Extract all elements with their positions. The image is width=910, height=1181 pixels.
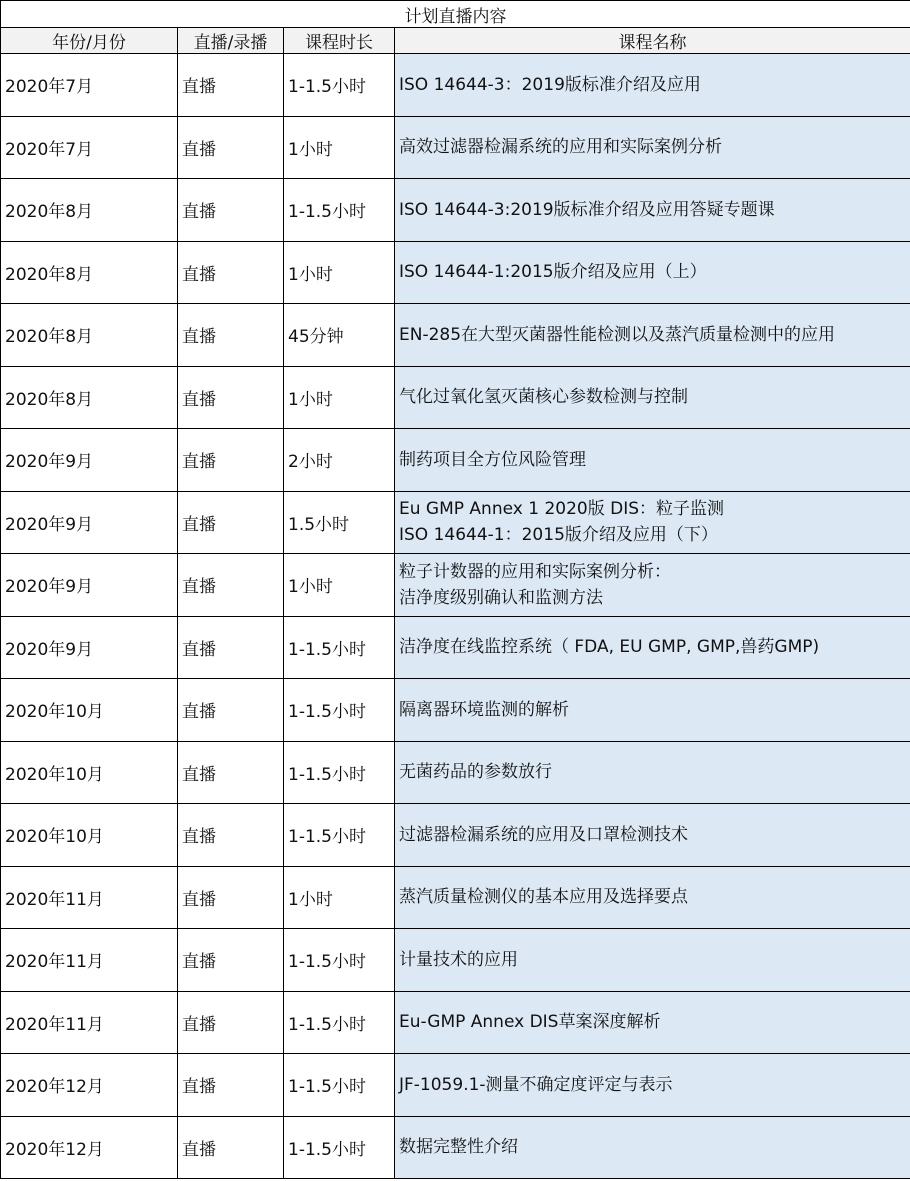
course-name-line: JF-1059.1-测量不确定度评定与表示: [399, 1074, 673, 1095]
course-name-line: 气化过氧化氢灭菌核心参数检测与控制: [399, 387, 688, 408]
duration-cell: 1-1.5小时: [284, 1054, 395, 1117]
type-cell: 直播: [178, 554, 284, 617]
type-cell: 直播: [178, 429, 284, 492]
date-cell: 2020年10月: [1, 741, 178, 804]
course-name-cell: [395, 866, 910, 929]
type-cell: 直播: [178, 54, 284, 117]
course-name-line: 洁净度在线监控系统（ FDA, EU GMP, GMP,兽药GMP): [399, 637, 820, 658]
duration-cell: 1小时: [284, 554, 395, 617]
duration-cell: 1小时: [284, 866, 395, 929]
course-name-cell: [395, 366, 910, 429]
table-row: [1, 366, 910, 429]
type-cell: 直播: [178, 616, 284, 679]
type-cell: 直播: [178, 304, 284, 367]
type-cell: 直播: [178, 1116, 284, 1179]
type-cell: 直播: [178, 1054, 284, 1117]
course-name-line: Eu-GMP Annex DIS草案深度解析: [399, 1012, 661, 1033]
course-name-line: ISO 14644-3:2019版标准介绍及应用答疑专题课: [399, 199, 775, 220]
header-course-name: 课程名称: [395, 28, 910, 54]
course-name-line: ISO 14644-1:2015版介绍及应用（上）: [399, 262, 707, 283]
duration-cell: 1小时: [284, 366, 395, 429]
course-name-line: 无菌药品的参数放行: [399, 762, 552, 783]
date-cell: 2020年9月: [1, 616, 178, 679]
table-row: [1, 866, 910, 929]
date-cell: 2020年7月: [1, 116, 178, 179]
type-cell: 直播: [178, 804, 284, 867]
table-body: [1, 54, 910, 1179]
type-cell: 直播: [178, 991, 284, 1054]
course-name-line: ISO 14644-3：2019版标准介绍及应用: [399, 74, 701, 95]
title-row: [1, 1, 910, 28]
table-row: [1, 429, 910, 492]
course-name-cell: [395, 179, 910, 242]
course-name-line: EN-285在大型灭菌器性能检测以及蒸汽质量检测中的应用: [399, 324, 836, 345]
table-row: [1, 1116, 910, 1179]
type-cell: 直播: [178, 241, 284, 304]
course-name-cell: [395, 491, 910, 554]
course-name-line: 数据完整性介绍: [399, 1137, 518, 1158]
course-name-line: 隔离器环境监测的解析: [399, 699, 569, 720]
date-cell: 2020年10月: [1, 804, 178, 867]
course-name-cell: [395, 616, 910, 679]
header-type: 直播/录播: [178, 28, 284, 54]
course-name-line: ISO 14644-1：2015版介绍及应用（下）: [399, 525, 718, 546]
course-name-cell: [395, 929, 910, 992]
table-row: [1, 929, 910, 992]
header-date: 年份/月份: [1, 28, 178, 54]
course-name-line: Eu GMP Annex 1 2020版 DIS：粒子监测: [399, 499, 725, 520]
type-cell: 直播: [178, 116, 284, 179]
date-cell: 2020年8月: [1, 366, 178, 429]
type-cell: 直播: [178, 366, 284, 429]
table-row: [1, 554, 910, 617]
date-cell: 2020年10月: [1, 679, 178, 742]
duration-cell: 1-1.5小时: [284, 804, 395, 867]
type-cell: 直播: [178, 929, 284, 992]
course-name-cell: [395, 1116, 910, 1179]
type-cell: 直播: [178, 491, 284, 554]
date-cell: 2020年11月: [1, 991, 178, 1054]
course-name-cell: [395, 116, 910, 179]
course-name-line: 计量技术的应用: [399, 949, 518, 970]
type-cell: 直播: [178, 179, 284, 242]
date-cell: 2020年8月: [1, 241, 178, 304]
duration-cell: 1小时: [284, 241, 395, 304]
table-row: [1, 804, 910, 867]
duration-cell: 1.5小时: [284, 491, 395, 554]
table-row: [1, 304, 910, 367]
duration-cell: 1-1.5小时: [284, 616, 395, 679]
course-name-line: 高效过滤器检漏系统的应用和实际案例分析: [399, 137, 722, 158]
course-name-cell: [395, 241, 910, 304]
course-name-cell: [395, 54, 910, 117]
course-name-cell: [395, 1054, 910, 1117]
table-row: [1, 54, 910, 117]
duration-cell: 1-1.5小时: [284, 741, 395, 804]
type-cell: 直播: [178, 741, 284, 804]
course-name-cell: [395, 554, 910, 617]
course-name-cell: [395, 679, 910, 742]
course-name-cell: [395, 429, 910, 492]
course-name-line: 洁净度级别确认和监测方法: [399, 587, 603, 608]
date-cell: 2020年11月: [1, 866, 178, 929]
date-cell: 2020年8月: [1, 179, 178, 242]
type-cell: 直播: [178, 679, 284, 742]
course-name-cell: [395, 991, 910, 1054]
duration-cell: 1-1.5小时: [284, 929, 395, 992]
date-cell: 2020年9月: [1, 554, 178, 617]
duration-cell: 1-1.5小时: [284, 54, 395, 117]
type-cell: 直播: [178, 866, 284, 929]
table-row: [1, 241, 910, 304]
table-row: [1, 991, 910, 1054]
table-row: [1, 616, 910, 679]
header-row: [1, 28, 910, 54]
date-cell: 2020年9月: [1, 429, 178, 492]
table-title: 计划直播内容: [1, 1, 910, 28]
table-row: [1, 741, 910, 804]
table-row: [1, 179, 910, 242]
duration-cell: 45分钟: [284, 304, 395, 367]
duration-cell: 1-1.5小时: [284, 1116, 395, 1179]
table-row: [1, 491, 910, 554]
course-name-line: 过滤器检漏系统的应用及口罩检测技术: [399, 824, 688, 845]
table-row: [1, 679, 910, 742]
date-cell: 2020年12月: [1, 1116, 178, 1179]
course-name-line: 蒸汽质量检测仪的基本应用及选择要点: [399, 887, 688, 908]
course-name-cell: [395, 804, 910, 867]
table-row: [1, 116, 910, 179]
header-duration: 课程时长: [284, 28, 395, 54]
date-cell: 2020年11月: [1, 929, 178, 992]
date-cell: 2020年12月: [1, 1054, 178, 1117]
duration-cell: 1-1.5小时: [284, 679, 395, 742]
date-cell: 2020年8月: [1, 304, 178, 367]
duration-cell: 1小时: [284, 116, 395, 179]
course-name-line: 粒子计数器的应用和实际案例分析：: [399, 561, 671, 582]
duration-cell: 1-1.5小时: [284, 179, 395, 242]
course-name-line: 制药项目全方位风险管理: [399, 449, 586, 470]
course-name-cell: [395, 304, 910, 367]
table-row: [1, 1054, 910, 1117]
date-cell: 2020年7月: [1, 54, 178, 117]
duration-cell: 2小时: [284, 429, 395, 492]
date-cell: 2020年9月: [1, 491, 178, 554]
course-name-cell: [395, 741, 910, 804]
duration-cell: 1-1.5小时: [284, 991, 395, 1054]
